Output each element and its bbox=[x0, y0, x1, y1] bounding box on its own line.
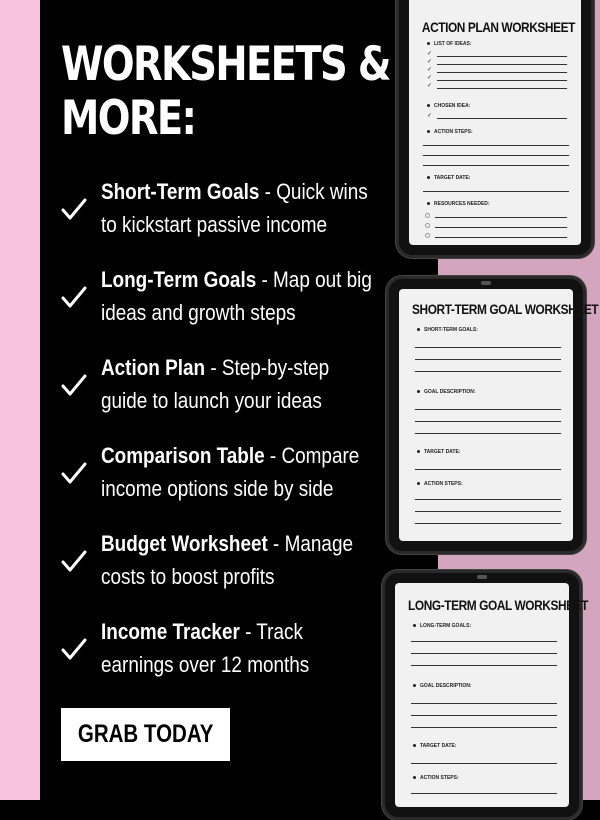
check-icon: ✓ bbox=[427, 113, 433, 119]
bullet-icon bbox=[417, 450, 420, 453]
check-icon: ✓ bbox=[427, 83, 433, 89]
bullet-icon bbox=[417, 328, 420, 331]
write-line bbox=[415, 371, 561, 372]
item-title: Income Tracker bbox=[101, 619, 240, 644]
item-desc-line2: earnings over 12 months bbox=[101, 652, 310, 677]
list-item bbox=[60, 615, 400, 685]
headline-line-1: WORKSHEETS & bbox=[61, 37, 390, 92]
write-line bbox=[415, 499, 561, 500]
worksheet-label: TARGET DATE: bbox=[424, 449, 461, 455]
bullet-icon bbox=[417, 390, 420, 393]
bullet-icon bbox=[427, 130, 430, 133]
camera-icon bbox=[481, 281, 491, 285]
write-line bbox=[411, 763, 557, 764]
write-line bbox=[415, 523, 561, 524]
pink-side-strip bbox=[0, 0, 40, 800]
item-title: Budget Worksheet bbox=[101, 531, 268, 556]
item-desc-line2: costs to boost profits bbox=[101, 564, 275, 589]
write-line bbox=[437, 64, 567, 65]
item-desc-line2: guide to launch your ideas bbox=[101, 388, 322, 413]
tablet-action-plan bbox=[396, 0, 594, 258]
write-line bbox=[437, 72, 567, 73]
list-item bbox=[60, 351, 400, 421]
write-line bbox=[423, 165, 569, 166]
worksheet-label: LONG-TERM GOALS: bbox=[420, 623, 472, 629]
write-line bbox=[435, 217, 567, 218]
bullet-icon bbox=[417, 482, 420, 485]
item-desc-line2: ideas and growth steps bbox=[101, 300, 296, 325]
camera-icon bbox=[477, 575, 487, 579]
circle-icon bbox=[425, 233, 430, 238]
check-icon: ✓ bbox=[427, 51, 433, 57]
item-desc: - Step-by-step bbox=[205, 355, 330, 380]
write-line bbox=[437, 80, 567, 81]
write-line bbox=[411, 727, 557, 728]
worksheet-title: LONG-TERM GOAL WORKSHEET bbox=[408, 597, 589, 613]
write-line bbox=[411, 665, 557, 666]
write-line bbox=[437, 56, 567, 57]
write-line bbox=[435, 237, 567, 238]
list-item bbox=[60, 439, 400, 509]
bullet-icon bbox=[427, 202, 430, 205]
worksheet-label: CHOSEN IDEA: bbox=[434, 103, 471, 109]
bullet-icon bbox=[427, 104, 430, 107]
tablet-short-term bbox=[386, 276, 599, 554]
bullet-icon bbox=[413, 624, 416, 627]
worksheet-title: SHORT-TERM GOAL WORKSHEET bbox=[412, 301, 599, 317]
write-line bbox=[415, 469, 561, 470]
write-line bbox=[435, 227, 567, 228]
worksheet-label: TARGET DATE: bbox=[420, 743, 457, 749]
check-icon: ✓ bbox=[427, 75, 433, 81]
worksheet-label: ACTION STEPS: bbox=[434, 129, 473, 135]
long-term-worksheet bbox=[395, 583, 589, 807]
item-desc-line2: income options side by side bbox=[101, 476, 334, 501]
worksheet-title: ACTION PLAN WORKSHEET bbox=[421, 19, 575, 35]
checkmark-icon bbox=[60, 195, 88, 223]
worksheet-label: GOAL DESCRIPTION: bbox=[424, 389, 476, 395]
worksheet-label: SHORT-TERM GOALS: bbox=[424, 327, 478, 333]
item-title: Short-Term Goals bbox=[101, 179, 260, 204]
grab-today-button[interactable] bbox=[61, 708, 230, 761]
item-desc: - Compare bbox=[264, 443, 360, 468]
write-line bbox=[437, 118, 567, 119]
write-line bbox=[415, 433, 561, 434]
short-term-worksheet bbox=[399, 289, 599, 541]
checkmark-icon bbox=[60, 635, 88, 663]
write-line bbox=[415, 347, 561, 348]
write-line bbox=[411, 641, 557, 642]
worksheet-label: RESOURCES NEEDED: bbox=[434, 201, 490, 207]
item-desc: - Quick wins bbox=[259, 179, 368, 204]
worksheet-label: ACTION STEPS: bbox=[424, 481, 463, 487]
item-title: Long-Term Goals bbox=[101, 267, 257, 292]
write-line bbox=[411, 793, 557, 794]
action-plan-worksheet bbox=[409, 0, 581, 245]
bullet-icon bbox=[427, 42, 430, 45]
checkmark-icon bbox=[60, 283, 88, 311]
checkmark-icon bbox=[60, 371, 88, 399]
item-title: Action Plan bbox=[101, 355, 206, 380]
write-line bbox=[411, 703, 557, 704]
write-line bbox=[423, 145, 569, 146]
write-line bbox=[415, 409, 561, 410]
headline-line-2: MORE: bbox=[61, 91, 196, 146]
bullet-icon bbox=[413, 776, 416, 779]
circle-icon bbox=[425, 223, 430, 228]
headline bbox=[61, 37, 390, 146]
list-item bbox=[60, 263, 400, 333]
write-line bbox=[411, 715, 557, 716]
list-item bbox=[60, 527, 400, 597]
checkmark-icon bbox=[60, 459, 88, 487]
worksheet-label: GOAL DESCRIPTION: bbox=[420, 683, 472, 689]
item-desc-line2: to kickstart passive income bbox=[101, 212, 328, 237]
write-line bbox=[411, 653, 557, 654]
write-line bbox=[423, 155, 569, 156]
bullet-icon bbox=[413, 744, 416, 747]
checkmark-icon bbox=[60, 547, 88, 575]
write-line bbox=[423, 191, 569, 192]
list-item bbox=[60, 175, 400, 245]
write-line bbox=[415, 511, 561, 512]
worksheet-label: ACTION STEPS: bbox=[420, 775, 459, 781]
bullet-icon bbox=[413, 684, 416, 687]
worksheet-label: TARGET DATE: bbox=[434, 175, 471, 181]
write-line bbox=[437, 88, 567, 89]
write-line bbox=[415, 421, 561, 422]
item-title: Comparison Table bbox=[101, 443, 265, 468]
circle-icon bbox=[425, 213, 430, 218]
item-desc: - Map out big bbox=[256, 267, 372, 292]
item-desc: - Manage bbox=[267, 531, 353, 556]
item-desc: - Track bbox=[239, 619, 303, 644]
tablet-long-term bbox=[382, 570, 589, 820]
check-icon: ✓ bbox=[427, 59, 433, 65]
check-icon: ✓ bbox=[427, 67, 433, 73]
grab-today-label: GRAB TODAY bbox=[77, 720, 214, 748]
bullet-icon bbox=[427, 176, 430, 179]
worksheet-label: LIST OF IDEAS: bbox=[434, 41, 472, 47]
write-line bbox=[415, 359, 561, 360]
